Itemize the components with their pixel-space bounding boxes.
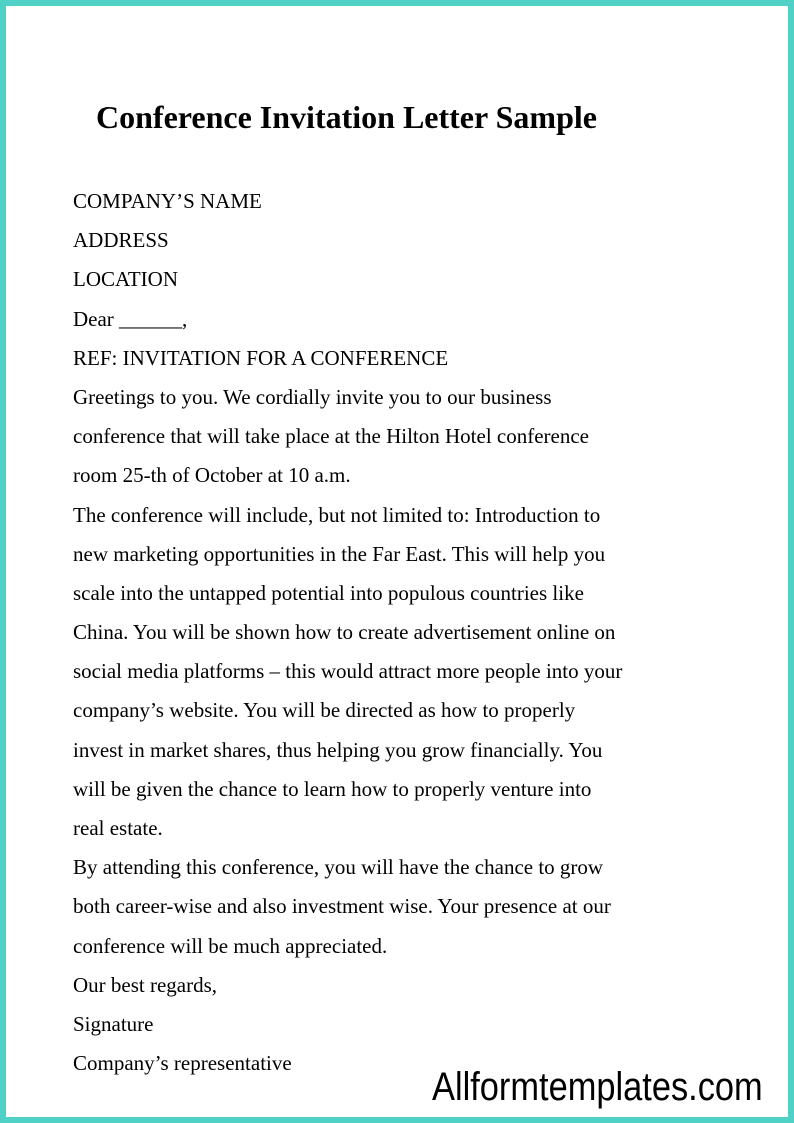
representative-line: Company’s representative xyxy=(73,1051,292,1076)
company-name-line: COMPANY’S NAME xyxy=(73,189,262,213)
body-line: company’s website. You will be directed as how to properly xyxy=(73,698,576,723)
body-line: By attending this conference, you will have the chance to grow xyxy=(73,855,604,880)
signature-line: Signature xyxy=(73,1011,154,1036)
body-line: Greetings to you. We cordially invite you to our business xyxy=(73,384,552,409)
body-line: social media platforms – this would attract more people into your xyxy=(73,659,623,684)
location-line: LOCATION xyxy=(73,267,178,292)
letter-body xyxy=(73,182,723,1083)
salutation-line: Dear ______, xyxy=(73,306,188,331)
body-line: The conference will include, but not limited to: Introduction to xyxy=(73,502,601,527)
body-line: room 25-th of October at 10 a.m. xyxy=(73,463,351,488)
body-line: conference will be much appreciated. xyxy=(73,933,388,958)
body-line: invest in market shares, thus helping you grow financially. You xyxy=(73,737,603,762)
document-title: Conference Invitation Letter Sample xyxy=(96,99,597,135)
body-line: new marketing opportunities in the Far East. This will help you xyxy=(73,541,606,566)
body-line: real estate. xyxy=(73,816,163,840)
reference-line: REF: INVITATION FOR A CONFERENCE xyxy=(73,345,449,370)
site-watermark: Allformtemplates.com xyxy=(432,1065,763,1109)
body-line: scale into the untapped potential into populous countries like xyxy=(73,580,584,605)
body-line: both career-wise and also investment wise. Your presence at our xyxy=(73,894,611,919)
body-line: will be given the chance to learn how to properly venture into xyxy=(73,776,592,801)
address-line: ADDRESS xyxy=(73,228,169,253)
body-line: China. You will be shown how to create advertisement online on xyxy=(73,620,616,645)
closing-line: Our best regards, xyxy=(73,972,218,997)
body-line: conference that will take place at the Hilton Hotel conference xyxy=(73,424,589,449)
